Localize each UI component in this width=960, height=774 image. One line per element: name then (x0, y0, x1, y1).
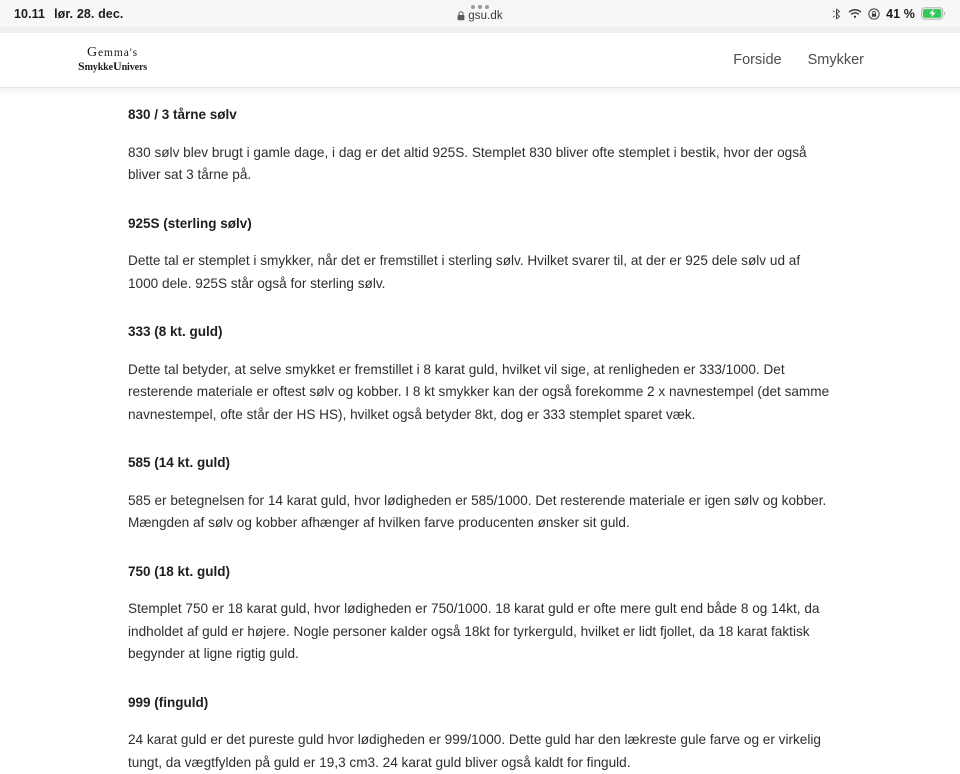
section-heading: 585 (14 kt. guld) (128, 455, 231, 471)
bluetooth-icon (831, 8, 842, 20)
page-content (0, 96, 960, 774)
hallmark-article (128, 106, 832, 774)
section-heading: 999 (finguld) (128, 694, 209, 710)
battery-percent-label: 41 % (886, 6, 915, 21)
status-bar-left (14, 7, 124, 21)
logo-cap-u: U (112, 59, 122, 74)
status-bar (0, 0, 960, 27)
wifi-icon (848, 8, 862, 19)
site-logo[interactable] (78, 46, 147, 73)
logo-line-primary-rest: emma's (98, 47, 139, 60)
status-time: 10.11 (14, 6, 46, 21)
section-heading: 333 (8 kt. guld) (128, 324, 223, 340)
site-header (0, 33, 960, 88)
browser-address-cluster (0, 0, 960, 27)
section-body: 830 sølv blev brugt i gamle dage, i dag er det altid 925S. Stemplet 830 bliver ofte stemplet i bestik, hvor der også bliver sat 3 tårne på. (128, 144, 807, 183)
section-body: 585 er betegnelsen for 14 karat guld, hvor lødigheden er 585/1000. Det resterende materiale er igen sølv og kobber. Mængden af sølv og kobber afhænger af hvilken farve producenten ønsker sit guld. (128, 492, 827, 531)
nav-item-forside[interactable]: Forside (733, 52, 782, 68)
status-date: lør. 28. dec. (54, 6, 124, 21)
tab-dot (485, 5, 489, 9)
address-bar[interactable] (457, 10, 502, 22)
logo-line-secondary (78, 60, 147, 74)
tab-indicator-dots[interactable] (471, 5, 489, 9)
section-heading: 925S (sterling sølv) (128, 215, 252, 231)
section-heading: 830 / 3 tårne sølv (128, 107, 237, 122)
status-bar-right (831, 7, 946, 21)
header-shadow (0, 88, 960, 96)
tab-dot (471, 5, 475, 9)
main-navigation (733, 52, 864, 68)
logo-cap-g: G (87, 45, 99, 61)
logo-univers: nivers (121, 62, 148, 74)
section-body: 24 karat guld er det pureste guld hvor lødigheden er 999/1000. Dette guld har den lækreste gule farve og er virkelig tungt, da vægtfylden på guld er 19,3 cm3. 24 karat guld bliver også kaldt for finguld. (128, 732, 821, 770)
section-body: Stemplet 750 er 18 karat guld, hvor lødigheden er 750/1000. 18 karat guld er ofte mere gult end både 8 og 14kt, da indholdet af guld er højere. Nogle personer kalder også 18kt for tyrkerguld, hvilket er lidt fjollet, da 18 karat faktisk begynder at ligne rigtig guld. (128, 601, 820, 662)
battery-charging-icon (921, 7, 946, 20)
orientation-lock-icon (868, 8, 880, 20)
section-heading: 750 (18 kt. guld) (128, 563, 231, 579)
address-bar-url: gsu.dk (468, 10, 503, 22)
logo-smykke: mykke (84, 62, 113, 74)
tab-dot (478, 5, 482, 9)
section-body: Dette tal betyder, at selve smykket er fremstillet i 8 karat guld, hvilket vil sige, at renligheden er 333/1000. Det resterende materiale er oftest sølv og kobber. I 8 kt smykker kan der også forekomme 2 x navnestempel (det samme navnestempel, ofte står der HS HS), hvilket også betyder 8kt, dog er 333 stemplet sparet væk. (128, 361, 830, 422)
section-body: Dette tal er stemplet i smykker, når det er fremstillet i sterling sølv. Hvilket svarer til, at der er 925 dele sølv ud af 1000 dele. 925S står også for sterling sølv. (128, 253, 801, 291)
lock-icon (457, 11, 465, 21)
nav-item-smykker[interactable]: Smykker (807, 52, 864, 68)
logo-cap-s: S (78, 59, 85, 74)
